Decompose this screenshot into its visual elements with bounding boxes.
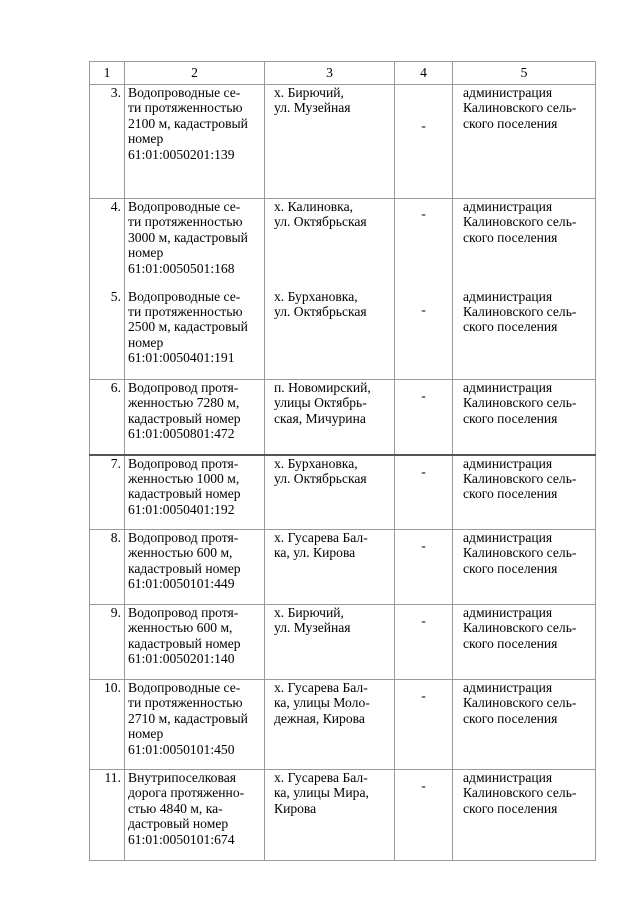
object-name: Водопроводные се- ти протяженностью 2710 м, кадастровый номер 61:01:0050101:450 [125, 680, 265, 770]
owner: администрация Калиновского сель- ского поселения [453, 380, 596, 455]
encumbrance: - [395, 530, 453, 605]
owner: администрация Калиновского сель- ского поселения [453, 289, 596, 380]
encumbrance: - [395, 85, 453, 199]
encumbrance: - [395, 605, 453, 680]
header-cell-4: 4 [395, 62, 453, 85]
object-location: х. Калиновка, ул. Октябрьская [265, 199, 395, 289]
object-location: х. Гусарева Бал- ка, ул. Кирова [265, 530, 395, 605]
row-number: 7. [90, 455, 125, 530]
row-number: 10. [90, 680, 125, 770]
encumbrance: - [395, 455, 453, 530]
owner: администрация Калиновского сель- ского поселения [453, 199, 596, 289]
row-number: 5. [90, 289, 125, 380]
object-name: Внутрипоселковая дорога протяженно- стью 4840 м, ка- дастровый номер 61:01:0050101:674 [125, 770, 265, 861]
encumbrance: - [395, 199, 453, 289]
owner: администрация Калиновского сель- ского поселения [453, 605, 596, 680]
owner: администрация Калиновского сель- ского поселения [453, 770, 596, 861]
table-row [90, 530, 596, 605]
object-name: Водопровод протя- женностью 600 м, кадастровый номер 61:01:0050201:140 [125, 605, 265, 680]
owner: администрация Калиновского сель- ского поселения [453, 530, 596, 605]
table-row [90, 85, 596, 199]
owner: администрация Калиновского сель- ского поселения [453, 85, 596, 199]
object-location: х. Бирючий, ул. Музейная [265, 85, 395, 199]
object-name: Водопровод протя- женностью 1000 м, кадастровый номер 61:01:0050401:192 [125, 455, 265, 530]
object-location: х. Бурхановка, ул. Октябрьская [265, 289, 395, 380]
encumbrance: - [395, 380, 453, 455]
encumbrance: - [395, 680, 453, 770]
object-name: Водопроводные се- ти протяженностью 2100 м, кадастровый номер 61:01:0050201:139 [125, 85, 265, 199]
object-location: х. Гусарева Бал- ка, улицы Моло- дежная, Кирова [265, 680, 395, 770]
row-number: 8. [90, 530, 125, 605]
table-row [90, 770, 596, 861]
row-number: 11. [90, 770, 125, 861]
header-cell-2: 2 [125, 62, 265, 85]
table-row [90, 380, 596, 455]
row-number: 3. [90, 85, 125, 199]
table-row [90, 605, 596, 680]
object-name: Водопровод протя- женностью 7280 м, кадастровый номер 61:01:0050801:472 [125, 380, 265, 455]
encumbrance: - [395, 289, 453, 380]
object-name: Водопроводные се- ти протяженностью 3000 м, кадастровый номер 61:01:0050501:168 [125, 199, 265, 289]
header-cell-1: 1 [90, 62, 125, 85]
owner: администрация Калиновского сель- ского поселения [453, 680, 596, 770]
table-header-row [90, 62, 596, 85]
table-row [90, 199, 596, 289]
object-name: Водопровод протя- женностью 600 м, кадастровый номер 61:01:0050101:449 [125, 530, 265, 605]
header-cell-5: 5 [453, 62, 596, 85]
owner: администрация Калиновского сель- ского поселения [453, 455, 596, 530]
row-number: 9. [90, 605, 125, 680]
object-name: Водопроводные се- ти протяженностью 2500 м, кадастровый номер 61:01:0050401:191 [125, 289, 265, 380]
table-row [90, 289, 596, 380]
encumbrance: - [395, 770, 453, 861]
row-number: 4. [90, 199, 125, 289]
object-location: х. Бурхановка, ул. Октябрьская [265, 455, 395, 530]
property-table [89, 61, 596, 861]
header-cell-3: 3 [265, 62, 395, 85]
object-location: х. Бирючий, ул. Музейная [265, 605, 395, 680]
table-row [90, 680, 596, 770]
table-row [90, 455, 596, 530]
object-location: п. Новомирский, улицы Октябрь- ская, Мичурина [265, 380, 395, 455]
row-number: 6. [90, 380, 125, 455]
object-location: х. Гусарева Бал- ка, улицы Мира, Кирова [265, 770, 395, 861]
